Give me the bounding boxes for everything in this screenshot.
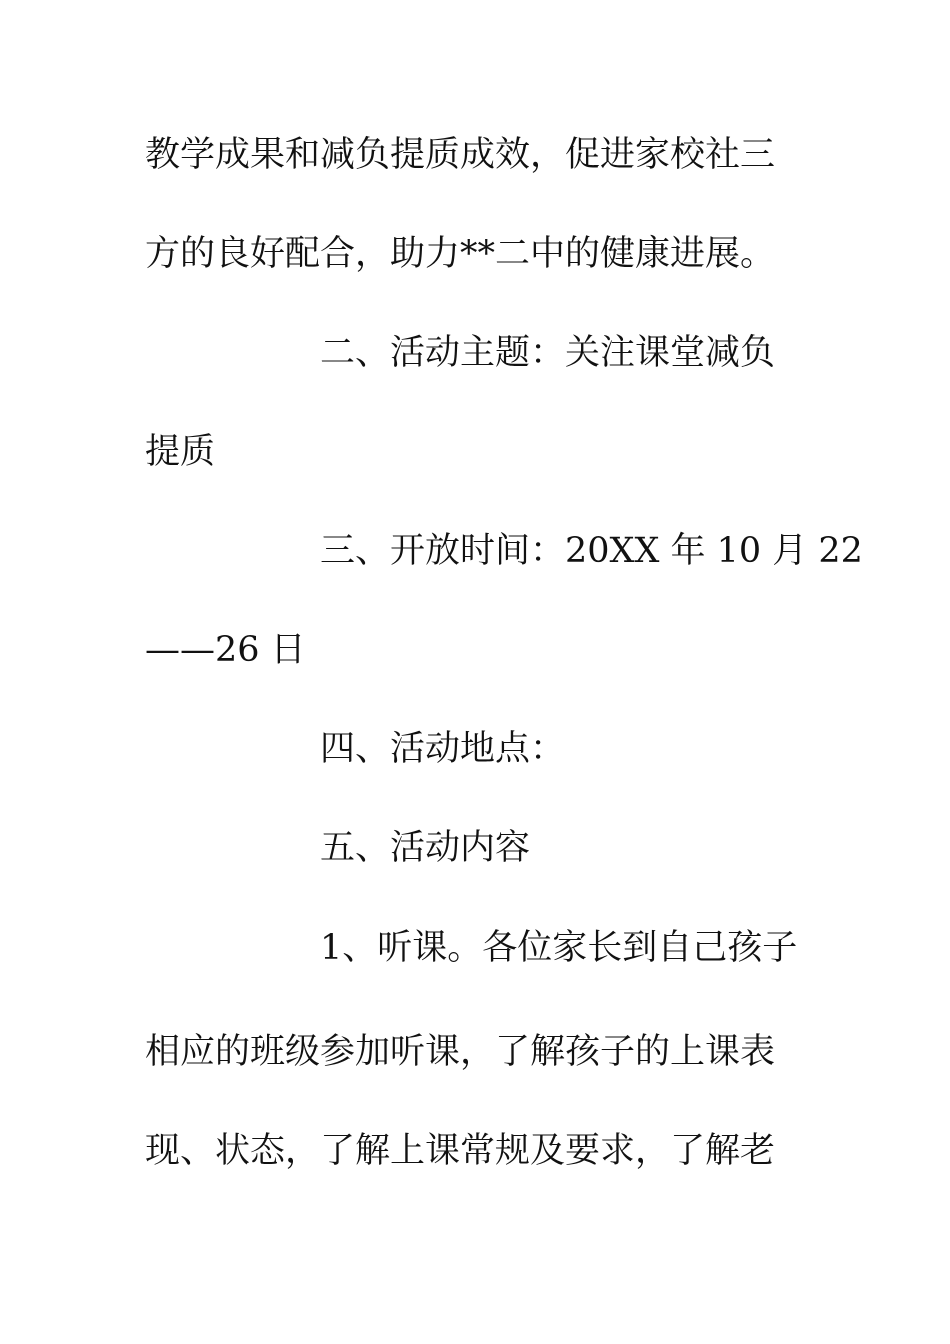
text-line-10: 相应的班级参加听课，了解孩子的上课表 [145,1032,776,1072]
text-line-11: 现、状态，了解上课常规及要求，了解老 [145,1131,776,1171]
text-line-1: 教学成果和减负提质成效，促进家校社三 [145,135,776,175]
text-line-2: 方的良好配合，助力**二中的健康进展。 [145,234,776,274]
text-line-6: ——26 日 [145,630,306,670]
section-heading-content: 五、活动内容 [320,828,531,868]
section-heading-theme: 二、活动主题：关注课堂减负 [320,333,776,373]
list-item-1: 1、听课。各位家长到自己孩子 [320,928,798,968]
section-heading-location: 四、活动地点： [320,729,566,769]
section-heading-time: 三、开放时间：20XX 年 10 月 22 [320,531,863,571]
text-line-4: 提质 [145,432,216,472]
